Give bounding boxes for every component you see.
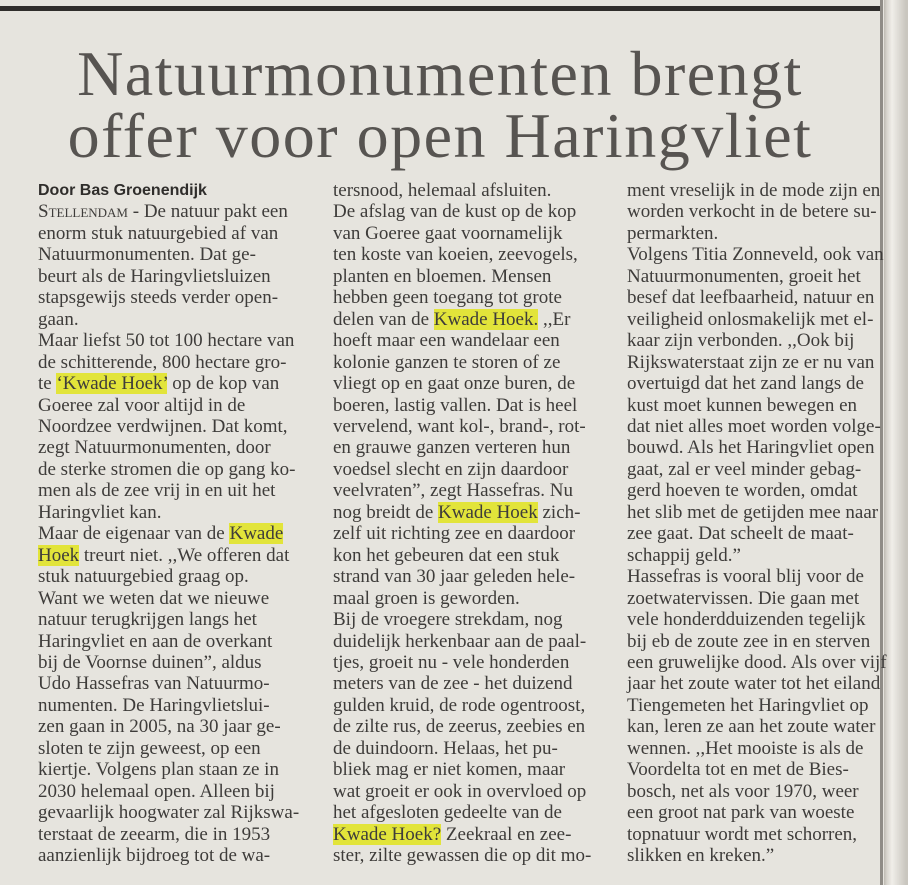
text-line — [333, 459, 613, 480]
text-segment: permarkten. — [627, 222, 719, 244]
text-line — [333, 673, 613, 694]
text-segment: Natuurmonumenten. Dat ge- — [38, 244, 256, 266]
text-line — [333, 759, 613, 780]
text-segment: topnatuur wordt met schorren, — [627, 823, 858, 845]
text-line — [333, 244, 613, 265]
text-line — [333, 588, 613, 609]
text-segment: natuur terugkrijgen langs het — [38, 609, 257, 631]
text-segment: gerd hoeven te worden, omdat — [627, 480, 858, 502]
text-segment: van Goeree gaat voornamelijk — [333, 222, 563, 244]
text-segment: Zeekraal en zee- — [441, 823, 572, 845]
text-segment: zoetwatervissen. Die gaan met — [627, 587, 860, 609]
text-segment: zee gaat. Dat scheelt de maat- — [627, 523, 854, 545]
text-segment: bliek mag er niet komen, maar — [333, 759, 566, 781]
text-line — [333, 523, 613, 544]
text-line — [333, 781, 613, 802]
text-line — [38, 437, 323, 458]
highlighted-text: ‘Kwade Hoek’ — [56, 373, 168, 395]
text-line — [38, 802, 323, 823]
text-segment: de duindoorn. Helaas, het pu- — [333, 737, 558, 759]
text-line — [627, 845, 882, 866]
text-segment: tersnood, helemaal afsluiten. — [333, 180, 552, 201]
text-segment: men als de zee vrij in en uit het — [38, 480, 276, 502]
text-segment: bij de Voornse duinen”, aldus — [38, 651, 262, 673]
text-line — [627, 416, 882, 437]
text-segment: een groot nat park van woeste — [627, 802, 855, 824]
text-segment: vervelend, want kol-, brand-, rot- — [333, 415, 586, 437]
text-segment: gaat, zal er veel minder gebag- — [627, 458, 862, 480]
text-segment: delen van de — [333, 308, 434, 330]
text-line — [333, 266, 613, 287]
text-line — [38, 395, 323, 416]
text-segment: duidelijk herkenbaar aan de paal- — [333, 630, 587, 652]
text-segment: Rijkswaterstaat zijn ze er nu van — [627, 351, 875, 373]
text-segment: Goeree zal voor altijd in de — [38, 394, 246, 416]
text-segment: gevaarlijk hoogwater zal Rijkswa- — [38, 802, 300, 824]
text-segment: Maar liefst 50 tot 100 hectare van — [38, 330, 295, 352]
text-line — [38, 201, 323, 222]
text-line — [38, 266, 323, 287]
text-segment: - De natuur pakt een — [128, 201, 288, 223]
text-line — [38, 223, 323, 244]
text-segment: zen gaan in 2005, na 30 jaar ge- — [38, 716, 281, 738]
text-segment: Maar de eigenaar van de — [38, 523, 230, 545]
text-line — [627, 223, 882, 244]
text-segment: zich- — [537, 501, 581, 523]
text-line — [627, 330, 882, 351]
text-segment: kan, leren ze aan het zoute water — [627, 716, 876, 738]
text-line — [627, 545, 882, 566]
text-line — [38, 459, 323, 480]
article-column-3 — [627, 180, 887, 867]
text-segment: ,,Er — [538, 308, 571, 330]
text-segment: veiligheid onlosmakelijk met el- — [627, 308, 874, 330]
text-line — [627, 201, 882, 222]
text-line — [627, 673, 882, 694]
text-segment: wat groeit er ook in overvloed op — [333, 780, 587, 802]
text-segment: planten en bloemen. Mensen — [333, 265, 552, 287]
text-segment: Hassefras is vooral blij voor de — [627, 566, 864, 588]
headline-line-2: offer voor open Haringvliet — [67, 100, 813, 171]
byline: Door Bas Groenendijk — [38, 182, 207, 199]
text-line — [38, 287, 323, 308]
text-line — [627, 651, 887, 673]
text-segment: Haringvliet en aan de overkant — [38, 630, 273, 652]
text-line — [38, 545, 323, 566]
text-line — [38, 373, 323, 394]
text-line — [627, 395, 882, 416]
text-segment: Bij de vroegere strekdam, nog — [333, 609, 563, 631]
text-line — [333, 716, 613, 737]
text-segment: schappij geld.” — [627, 544, 741, 566]
text-segment: gaan. — [38, 308, 79, 330]
text-line — [627, 287, 882, 308]
text-line — [333, 802, 613, 823]
text-line — [333, 845, 613, 866]
text-segment: wennen. ,,Het mooiste is als de — [627, 737, 864, 759]
text-segment: tjes, groeit nu - vele honderden — [333, 651, 570, 673]
text-segment: overtuigd dat het zand langs de — [627, 373, 864, 395]
text-line — [38, 673, 323, 694]
text-line — [627, 266, 882, 287]
text-line — [333, 395, 613, 416]
text-line — [38, 244, 323, 265]
text-segment: Want we weten dat we nieuwe — [38, 587, 270, 609]
text-line — [333, 287, 613, 308]
text-segment: hebben geen toegang tot grote — [333, 287, 562, 309]
text-line — [38, 652, 323, 673]
text-segment: zelf uit richting zee en daardoor — [333, 523, 576, 545]
text-line — [333, 738, 613, 759]
text-segment: dat niet alles moet worden volge- — [627, 415, 881, 437]
text-segment: 2030 helemaal open. Alleen bij — [38, 780, 275, 802]
text-segment: kiertje. Volgens plan staan ze in — [38, 759, 279, 781]
text-line — [38, 309, 323, 330]
text-line — [38, 738, 323, 759]
text-line — [333, 373, 613, 394]
text-line — [333, 502, 613, 523]
text-line — [38, 566, 323, 587]
text-line — [38, 695, 323, 716]
text-line — [627, 566, 882, 587]
text-segment: sloten te zijn geweest, op een — [38, 737, 261, 759]
article-column-1 — [38, 180, 323, 867]
text-segment: Udo Hassefras van Natuurmo- — [38, 673, 270, 695]
text-line — [333, 201, 613, 222]
text-segment: en grauwe ganzen verteren hun — [333, 437, 571, 459]
text-segment: vele honderdduizenden tegelijk — [627, 609, 866, 631]
text-line — [333, 480, 613, 501]
text-segment: gulden kruid, de rode ogentroost, — [333, 694, 586, 716]
text-line — [333, 631, 613, 652]
text-line — [627, 373, 882, 394]
text-segment: op de kop van — [167, 373, 280, 395]
text-segment: het afgesloten gedeelte van de — [333, 802, 562, 824]
text-line — [627, 523, 882, 544]
text-line — [333, 309, 613, 330]
text-segment: bosch, net als voor 1970, weer — [627, 780, 859, 802]
text-segment: stuk natuurgebied graag op. — [38, 566, 249, 588]
text-line — [38, 480, 323, 501]
highlighted-text: Kwade Hoek? — [333, 823, 442, 845]
text-line — [627, 695, 882, 716]
text-line — [627, 309, 882, 330]
text-line — [333, 566, 613, 587]
text-line — [627, 437, 882, 458]
text-segment: het slib met de getijden mee naar — [627, 501, 879, 523]
text-segment: numenten. De Haringvlietslui- — [38, 694, 270, 716]
text-line — [627, 244, 882, 265]
text-segment: kaar zijn verbonden. ,,Ook bij — [627, 330, 855, 352]
text-segment: meters van de zee - het duizend — [333, 673, 573, 695]
text-segment: te — [38, 373, 57, 395]
highlighted-text: Kwade Hoek — [438, 501, 538, 523]
adjacent-page-edge — [884, 0, 908, 885]
text-line — [627, 781, 882, 802]
text-line — [627, 588, 882, 609]
text-segment: vliegt op en gaat onze buren, de — [333, 373, 576, 395]
text-line — [333, 652, 613, 673]
text-segment: slikken en kreken.” — [627, 845, 775, 867]
text-segment: kon het gebeuren dat een stuk — [333, 544, 560, 566]
text-line — [38, 416, 323, 437]
text-line — [38, 352, 323, 373]
text-line — [333, 330, 613, 351]
text-line — [38, 523, 323, 544]
text-segment: Tiengemeten het Haringvliet op — [627, 694, 869, 716]
text-segment: beurt als de Haringvlietsluizen — [38, 265, 271, 287]
text-line — [333, 352, 613, 373]
text-segment: Haringvliet kan. — [38, 501, 162, 523]
text-segment: strand van 30 jaar geleden hele- — [333, 566, 576, 588]
text-line — [333, 609, 613, 630]
text-segment: bij eb de zoute zee in en sterven — [627, 630, 871, 652]
text-segment: de schitterende, 800 hectare gro- — [38, 351, 287, 373]
text-line — [627, 459, 882, 480]
text-segment: nog breidt de — [333, 501, 439, 523]
top-rule — [0, 6, 880, 11]
text-line — [627, 609, 882, 630]
text-segment: Volgens Titia Zonneveld, ook van — [627, 244, 884, 266]
text-segment: voedsel slecht en zijn daardoor — [333, 458, 569, 480]
text-segment: hoeft maar een wandelaar een — [333, 330, 560, 352]
text-line — [333, 180, 613, 201]
text-segment: aanzienlijk bijdroeg tot de wa- — [38, 845, 271, 867]
text-line — [38, 716, 323, 737]
text-segment: de sterke stromen die op gang ko- — [38, 458, 296, 480]
text-segment: veelvraten”, zegt Hassefras. Nu — [333, 480, 574, 502]
text-segment: Noordzee verdwijnen. Dat komt, — [38, 415, 288, 437]
text-line — [627, 759, 882, 780]
text-line — [333, 223, 613, 244]
text-segment: terstaat de zeearm, die in 1953 — [38, 823, 271, 845]
text-line — [627, 738, 882, 759]
highlighted-text: Kwade Hoek. — [433, 308, 539, 330]
text-line — [627, 824, 882, 845]
text-segment: jaar het zoute water tot het eiland — [627, 673, 881, 695]
text-line — [38, 781, 323, 802]
text-segment: Voordelta tot en met de Bies- — [627, 759, 849, 781]
text-line — [38, 824, 323, 845]
highlighted-text: Hoek — [38, 544, 80, 566]
text-segment: kolonie ganzen te storen of ze — [333, 351, 561, 373]
text-segment: boeren, lastig vallen. Dat is heel — [333, 394, 578, 416]
text-segment: zegt Natuurmonumenten, door — [38, 437, 271, 459]
text-line — [627, 802, 882, 823]
text-segment: een gruwelijke dood. Als over vijf — [627, 651, 887, 673]
text-line — [627, 716, 882, 737]
text-segment: besef dat leefbaarheid, natuur en — [627, 287, 875, 309]
text-line — [38, 609, 323, 630]
text-segment: worden verkocht in de betere su- — [627, 201, 877, 223]
text-line — [38, 759, 323, 780]
highlighted-text: Kwade — [229, 523, 284, 545]
text-segment: ment vreselijk in de mode zijn en — [627, 180, 881, 201]
text-segment: stapsgewijs steeds verder open- — [38, 287, 279, 309]
text-line — [333, 695, 613, 716]
text-segment: Natuurmonumenten, groeit het — [627, 265, 861, 287]
text-line — [38, 845, 323, 866]
text-segment: enorm stuk natuurgebied af van — [38, 222, 279, 244]
text-segment: kust moet kunnen bewegen en — [627, 394, 858, 416]
text-line — [38, 330, 323, 351]
text-line — [333, 824, 613, 845]
text-line — [38, 502, 323, 523]
text-line — [333, 416, 613, 437]
text-line — [627, 352, 882, 373]
text-segment: ster, zilte gewassen die op dit mo- — [333, 845, 592, 867]
text-line — [627, 502, 882, 523]
text-segment: de zilte rus, de zeerus, zeebies en — [333, 716, 586, 738]
text-line — [333, 437, 613, 458]
text-segment: maal groen is geworden. — [333, 587, 520, 609]
text-line — [627, 180, 882, 201]
text-segment: bouwd. Als het Haringvliet open — [627, 437, 875, 459]
text-segment: treurt niet. ,,We offeren dat — [79, 544, 290, 566]
text-line — [627, 631, 882, 652]
dateline: Stellendam — [38, 201, 128, 223]
text-line — [333, 545, 613, 566]
text-line — [38, 631, 323, 652]
text-line — [38, 588, 323, 609]
text-segment: De afslag van de kust op de kop — [333, 201, 577, 223]
text-line — [627, 480, 882, 501]
article-column-2 — [333, 180, 613, 867]
text-segment: ten koste van koeien, zeevogels, — [333, 244, 578, 266]
headline-line-1: Natuurmonumenten brengt — [77, 38, 803, 109]
